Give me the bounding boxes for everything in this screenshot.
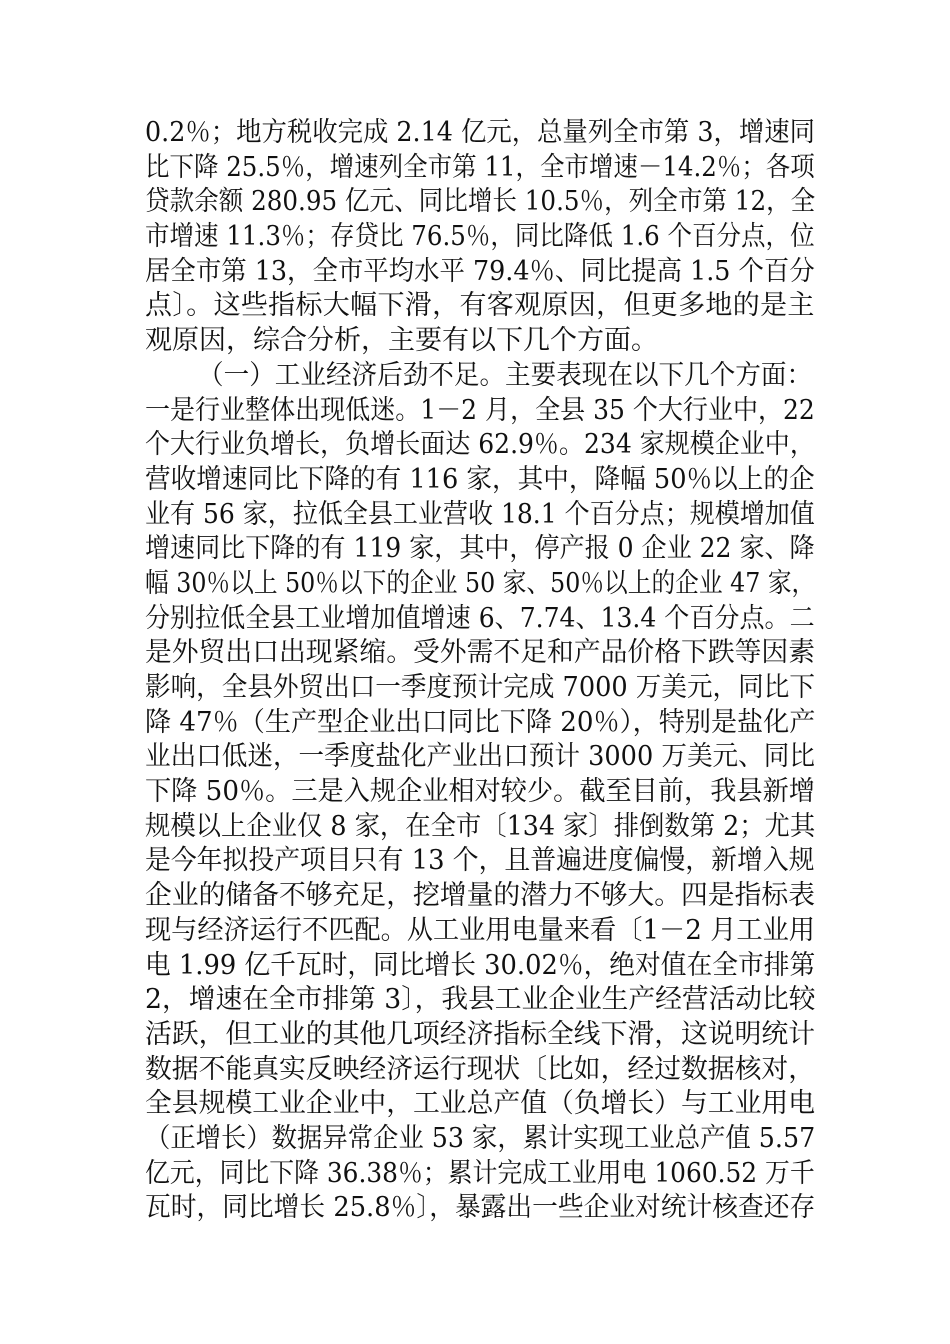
- text-line: 影响，全县外贸出口一季度预计完成 7000 万美元，同比下: [145, 672, 815, 703]
- section-heading-line: （一）工业经济后劲不足。主要表现在以下几个方面：: [198, 359, 813, 391]
- text-line: 点〕。这些指标大幅下滑，有客观原因，但更多地的是主: [145, 290, 815, 322]
- text-line: 企业的储备不够充足，挖增量的潜力不够大。四是指标表: [145, 880, 816, 912]
- text-line: 增速同比下降的有 119 家，其中，停产报 0 企业 22 家、降: [145, 533, 815, 565]
- text-line: 幅 30％以上 50％以下的企业 50 家、50％以上的企业 47 家，: [145, 567, 816, 599]
- text-line: 市增速 11.3％；存贷比 76.5％，同比降低 1.6 个百分点，位: [145, 221, 815, 253]
- text-line: 业有 56 家，拉低全县工业营收 18.1 个百分点；规模增加值: [145, 498, 815, 530]
- text-line: 比下降 25.5％，增速列全市第 11，全市增速－14.2％；各项: [145, 151, 815, 183]
- text-line: 现与经济运行不匹配。从工业用电量来看〔1－2 月工业用: [145, 914, 815, 946]
- text-line: 活跃，但工业的其他几项经济指标全线下滑，这说明统计: [145, 1018, 816, 1050]
- text-line: 规模以上企业仅 8 家，在全市〔134 家〕排倒数第 2；尤其: [145, 810, 816, 842]
- text-line: 2，增速在全市排第 3〕，我县工业企业生产经营活动比较: [145, 984, 816, 1016]
- text-line: 0.2％；地方税收完成 2.14 亿元，总量列全市第 3，增速同: [145, 117, 815, 148]
- text-line: 居全市第 13，全市平均水平 79.4％、同比提高 1.5 个百分: [145, 255, 815, 287]
- text-line: 营收增速同比下降的有 116 家，其中，降幅 50％以上的企: [145, 463, 815, 495]
- text-line: 是外贸出口出现紧缩。受外需不足和产品价格下跌等因素: [145, 637, 816, 669]
- text-line: 降 47％（生产型企业出口同比下降 20％），特别是盐化产: [145, 706, 816, 738]
- text-line: 一是行业整体出现低迷。1－2 月，全县 35 个大行业中，22: [145, 394, 815, 426]
- text-line: 业出口低迷，一季度盐化产业出口预计 3000 万美元、同比: [145, 741, 815, 773]
- text-line: 贷款余额 280.95 亿元、同比增长 10.5％，列全市第 12，全: [145, 186, 816, 218]
- text-line: 电 1.99 亿千瓦时，同比增长 30.02％，绝对值在全市排第: [145, 949, 816, 981]
- text-line: 数据不能真实反映经济运行现状〔比如，经过数据核对，: [145, 1053, 816, 1085]
- text-line: 分别拉低全县工业增加值增速 6、7.74、13.4 个百分点。二: [145, 602, 815, 634]
- text-line: 观原因，综合分析，主要有以下几个方面。: [145, 325, 658, 357]
- text-line: 是今年拟投产项目只有 13 个，且普遍进度偏慢，新增入规: [145, 845, 815, 877]
- text-line: 亿元，同比下降 36.38％；累计完成工业用电 1060.52 万千: [145, 1157, 815, 1189]
- text-line: （正增长）数据异常企业 53 家，累计实现工业总产值 5.57: [145, 1122, 816, 1154]
- body-text: [145, 116, 815, 1226]
- text-line: 瓦时，同比增长 25.8％〕，暴露出一些企业对统计核查还存: [145, 1192, 816, 1224]
- text-line: 下降 50％。三是入规企业相对较少。截至目前，我县新增: [145, 776, 815, 808]
- text-line: 个大行业负增长，负增长面达 62.9％。234 家规模企业中，: [145, 429, 815, 461]
- text-line: 全县规模工业企业中，工业总产值（负增长）与工业用电: [145, 1088, 816, 1120]
